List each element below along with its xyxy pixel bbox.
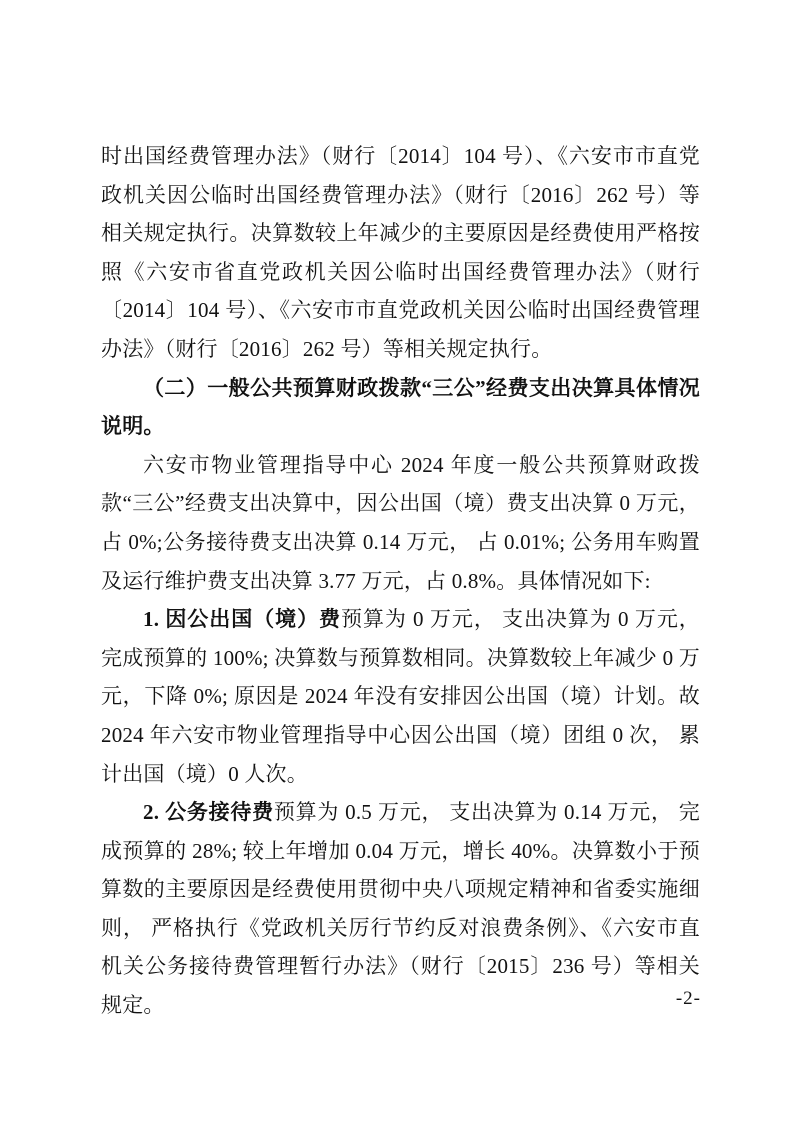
paragraph-summary [101, 446, 700, 600]
paragraph-lead: 1. 因公出国（境）费 [143, 607, 341, 632]
paragraph-text: 预算为 0.5 万元， 支出决算为 0.14 万元， 完成预算的 28%; 较上年增加 0.04 万元，增长 40%。决算数小于预算数的主要原因是经费使用贯彻中央八项规定精神和省委实施细则， 严格执行《党政机关厉行节约反对浪费条例》、《六安市直机关公务接待费管理暂行办法》（财行〔2015〕236 号）等相关规定。 [101, 800, 700, 1018]
page-number: -2- [675, 988, 701, 1009]
paragraph-lead: 2. 公务接待费 [143, 800, 274, 825]
paragraph-continuation [101, 137, 700, 369]
paragraph-item-2 [101, 793, 700, 1025]
section-heading [101, 369, 700, 446]
paragraph-text: 预算为 0 万元， 支出决算为 0 万元， 完成预算的 100%; 决算数与预算数相同。决算数较上年减少 0 万元，下降 0%; 原因是 2024 年没有安排因公出国（境）计划。故 2024 年六安市物业管理指导中心因公出国（境）团组 0 次， 累计出国（境）0 人次。 [101, 607, 700, 786]
paragraph-item-1 [101, 600, 700, 793]
paragraph-text: 时出国经费管理办法》（财行〔2014〕104 号）、《六安市市直党政机关因公临时出国经费管理办法》（财行〔2016〕262 号）等相关规定执行。决算数较上年减少的主要原因是经费使用严格按照《六安市省直党政机关因公临时出国经费管理办法》（财行〔2014〕104 号）、《六安市市直党政机关因公临时出国经费管理办法》（财行〔2016〕262 号）等相关规定执行。 [101, 144, 700, 361]
section-heading-text: （二）一般公共预算财政拨款“三公”经费支出决算具体情况说明。 [101, 375, 700, 439]
document-content [101, 137, 700, 1025]
paragraph-text: 六安市物业管理指导中心 2024 年度一般公共预算财政拨款“三公”经费支出决算中，因公出国（境）费支出决算 0 万元，占 0%;公务接待费支出决算 0.14 万元， 占 0.01%; 公务用车购置及运行维护费支出决算 3.77 万元，占 0.8%。具体情况如下: [101, 452, 700, 593]
